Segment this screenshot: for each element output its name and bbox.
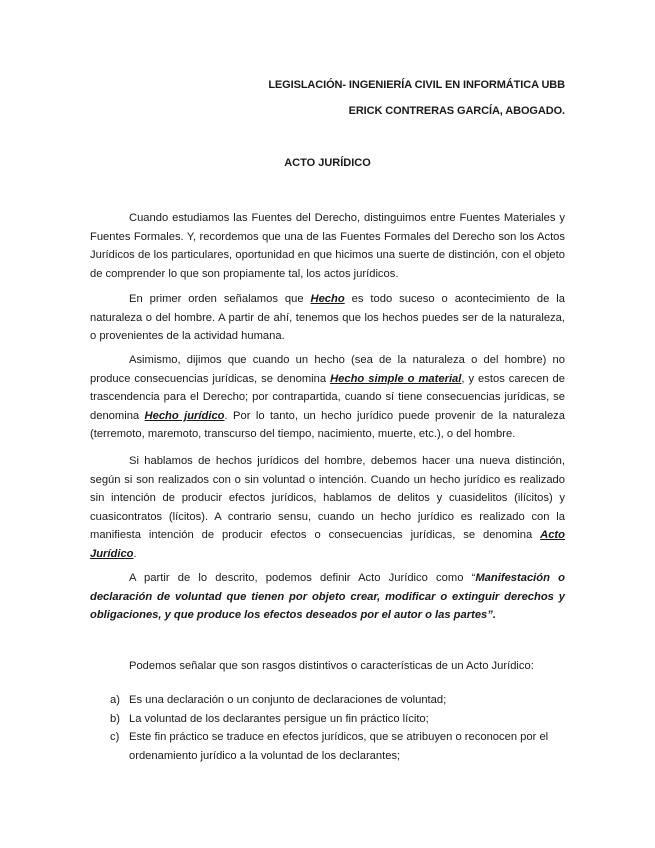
paragraph-2-text-b: es todo suceso o acontecimiento de la naturaleza o del hombre. A partir de ahí, tenemos que los hechos puedes ser de la naturaleza, o provenientes de la actividad humana. [90,293,565,343]
paragraph-3-text-b: , y estos carecen de trascendencia para el Derecho; por contrapartida, cuando sí tiene consecuencias jurídicas, se denomina [90,372,565,422]
term-acto-juridico: Acto Jurídico [90,529,565,560]
paragraph-5-text-a: A partir de lo descrito, podemos definir Acto Jurídico como “ [129,572,476,584]
list-item-text: Es una declaración o un conjunto de declaraciones de voluntad; [129,694,447,706]
paragraph-2-text-a: En primer orden señalamos que [129,293,311,305]
characteristics-list [90,691,565,765]
list-marker: c) [110,731,120,744]
paragraph-4 [90,452,565,564]
paragraph-5 [90,569,565,625]
term-hecho-juridico: Hecho jurídico [144,409,225,422]
list-marker: b) [110,712,120,725]
paragraph-4-text-b: . [133,547,137,560]
list-item-text: Este fin práctico se traduce en efectos jurídicos, que se atribuyen o reconocen por el ordenamiento jurídico a la voluntad de los declarantes; [129,731,549,762]
list-item-text: La voluntad de los declarantes persigue un fin práctico lícito; [129,712,429,725]
paragraph-6: Podemos señalar que son rasgos distintivos o características de un Acto Jurídico: [129,660,534,672]
list-marker: a) [110,694,120,706]
paragraph-1: Cuando estudiamos las Fuentes del Derecho, distinguimos entre Fuentes Materiales y Fuentes Formales. Y, recordemos que una de las Fuentes Formales del Derecho son los Actos Jurídicos de los particulares, oportunidad en que hicimos una suerte de distinción, con el objeto de comprender lo que son propiamente tal, los actos jurídicos. [90,212,565,280]
definition-acto-juridico: Manifestación o declaración de voluntad que tienen por objeto crear, modificar o extinguir derechos y obligaciones, y que produce los efectos deseados por el autor o las partes”. [90,572,565,622]
list-item [90,691,565,710]
list-item [90,728,565,765]
list-item [90,710,565,729]
paragraph-3-text-c: . Por lo tanto, un hecho jurídico puede provenir de la naturaleza (terremoto, maremoto, transcurso del tiempo, nacimiento, muerte, etc.), o del hombre. [90,409,565,441]
header-course: LEGISLACIÓN- INGENIERÍA CIVIL EN INFORMÁTICA UBB [268,79,565,91]
header-author: ERICK CONTRERAS GARCÍA, ABOGADO. [348,105,565,117]
term-hecho: Hecho [310,293,345,305]
document-title: ACTO JURÍDICO [284,157,371,169]
term-hecho-simple: Hecho simple o material [330,372,462,385]
paragraph-3 [90,351,565,444]
paragraph-3-text-a: Asimismo, dijimos que cuando un hecho (sea de la naturaleza o del hombre) no produce consecuencias jurídicas, se denomina [90,354,565,385]
paragraph-4-text-a: Si hablamos de hechos jurídicos del hombre, debemos hacer una nueva distinción, según si son realizados con o sin voluntad o intención. Cuando un hecho jurídico es realizado sin intención de producir efectos jurídicos, hablamos de delitos y cuasidelitos (ilícitos) y cuasicontratos (lícitos). A contrario sensu, cuando un hecho jurídico es realizado con la manifiesta intención de producir efectos o consecuencias jurídicas, se denomina [90,455,565,542]
paragraph-2 [90,290,565,346]
